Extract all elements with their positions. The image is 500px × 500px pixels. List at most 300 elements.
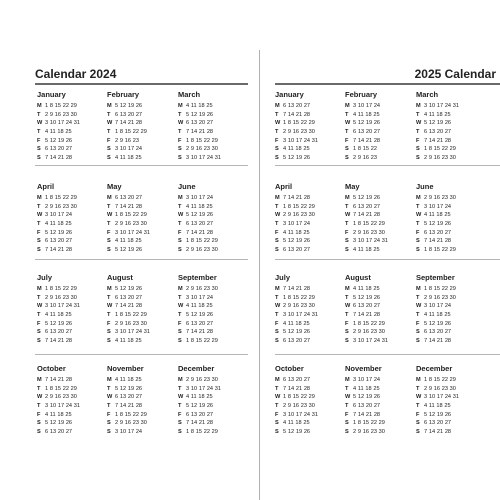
day-letter: T	[345, 111, 349, 118]
week-row	[275, 145, 341, 154]
date-row: 3 10 17 24 31	[115, 229, 151, 236]
week-row	[37, 154, 103, 163]
week-row	[345, 128, 411, 137]
week-row	[178, 145, 244, 154]
date-row: 1 8 15 22 29	[424, 377, 456, 383]
day-letter: F	[416, 411, 420, 418]
date-row: 5 12 19 26	[186, 403, 214, 410]
date-row: 7 14 21 28	[424, 137, 452, 144]
date-row: 1 8 15 22 29	[45, 286, 77, 292]
day-letter: T	[416, 403, 420, 410]
month-name: October	[37, 364, 66, 373]
day-letter: S	[275, 338, 279, 345]
day-letter: F	[37, 229, 41, 236]
date-row: 3 10 17 24 31	[45, 403, 81, 410]
week-row	[275, 402, 341, 411]
day-letter: T	[275, 403, 279, 410]
day-letter: T	[107, 403, 111, 410]
date-row: 4 11 18 25	[45, 221, 72, 228]
day-letter: S	[178, 429, 182, 436]
date-row: 6 13 20 27	[45, 329, 73, 336]
day-letter: T	[416, 385, 420, 392]
day-letter: S	[345, 329, 349, 336]
day-letter: S	[107, 338, 111, 345]
week-row	[416, 111, 482, 120]
week-row	[345, 419, 411, 428]
week-row	[345, 111, 411, 120]
week-row	[107, 294, 173, 303]
day-letter: T	[416, 129, 420, 136]
date-row: 4 11 18 25	[115, 155, 142, 162]
week-row	[178, 211, 244, 220]
day-letter: T	[37, 129, 41, 136]
month-name: April	[37, 182, 55, 191]
day-letter: F	[37, 137, 41, 144]
date-row: 7 14 21 28	[283, 111, 311, 118]
day-letter: S	[275, 238, 279, 245]
date-row: 1 8 15 22 29	[186, 137, 218, 144]
month-name: July	[275, 273, 291, 282]
date-row: 4 11 18 25	[353, 286, 380, 292]
date-row: 4 11 18 25	[424, 403, 451, 410]
date-row: 1 8 15 22 29	[115, 212, 147, 219]
date-row: 1 8 15 22 29	[353, 420, 385, 427]
date-row: 1 8 15 22 29	[115, 312, 147, 319]
day-letter: S	[178, 238, 182, 245]
date-row: 7 14 21 28	[45, 338, 73, 345]
day-letter: M	[275, 103, 280, 109]
date-row: 3 10 17 24	[186, 195, 214, 201]
week-row	[345, 145, 411, 154]
date-row: 1 8 15 22 29	[186, 429, 218, 436]
date-row: 4 11 18 25	[186, 394, 213, 401]
week-row	[37, 328, 103, 337]
date-row: 4 11 18 25	[283, 229, 310, 236]
date-row: 4 11 18 25	[283, 320, 310, 327]
date-row: 1 8 15 22 29	[424, 247, 456, 254]
week-row	[107, 229, 173, 238]
week-row	[345, 337, 411, 346]
day-letter: T	[345, 312, 349, 319]
month-name: August	[345, 273, 371, 282]
week-row	[275, 311, 341, 320]
date-row: 5 12 19 26	[115, 286, 143, 292]
week-row	[275, 111, 341, 120]
date-row: 2 9 16 23 30	[45, 294, 77, 301]
week-row	[37, 385, 103, 394]
date-row: 4 11 18 25	[186, 303, 213, 310]
day-letter: S	[416, 146, 420, 153]
divider	[35, 259, 248, 260]
week-row	[107, 393, 173, 402]
date-row: 4 11 18 25	[283, 146, 310, 153]
date-row: 4 11 18 25	[353, 247, 380, 254]
day-letter: M	[416, 195, 421, 201]
month-block	[107, 364, 173, 437]
day-letter: T	[275, 385, 279, 392]
month-name: May	[345, 182, 360, 191]
day-letter: M	[178, 103, 183, 109]
month-block	[345, 273, 411, 346]
week-row	[345, 237, 411, 246]
week-row	[178, 194, 244, 203]
date-row: 3 10 17 24 31	[45, 120, 81, 127]
day-letter: M	[37, 377, 42, 383]
date-row: 6 13 20 27	[186, 120, 214, 127]
date-row: 1 8 15 22 29	[115, 129, 147, 136]
day-letter: S	[275, 155, 279, 162]
week-row	[178, 302, 244, 311]
date-row: 3 10 17 24	[45, 212, 73, 219]
date-row: 1 8 15 22 29	[424, 286, 456, 292]
day-letter: S	[178, 247, 182, 254]
week-row	[416, 376, 482, 385]
week-row	[345, 320, 411, 329]
week-row	[275, 154, 341, 163]
day-letter: T	[178, 312, 182, 319]
day-letter: S	[416, 155, 420, 162]
month-name: February	[107, 90, 140, 99]
week-row	[416, 102, 482, 111]
week-row	[178, 220, 244, 229]
week-row	[416, 337, 482, 346]
day-letter: T	[416, 203, 420, 210]
date-row: 2 9 16 23 30	[45, 111, 77, 118]
date-row: 5 12 19 26	[353, 394, 381, 401]
week-row	[37, 428, 103, 437]
day-letter: T	[107, 294, 111, 301]
date-row: 5 12 19 26	[353, 120, 381, 127]
date-row: 1 8 15 22 29	[283, 120, 315, 127]
week-row	[275, 294, 341, 303]
week-row	[178, 294, 244, 303]
week-row	[345, 119, 411, 128]
date-row: 2 9 16 23 30	[353, 229, 385, 236]
day-letter: F	[178, 411, 182, 418]
week-row	[107, 376, 173, 385]
date-row: 2 9 16 23	[353, 155, 377, 162]
day-letter: T	[345, 203, 349, 210]
week-row	[107, 337, 173, 346]
week-row	[178, 428, 244, 437]
day-letter: M	[37, 103, 42, 109]
week-row	[345, 385, 411, 394]
week-row	[345, 402, 411, 411]
month-name: April	[275, 182, 293, 191]
date-row: 1 8 15 22 29	[353, 320, 385, 327]
date-row: 7 14 21 28	[45, 155, 73, 162]
date-row: 4 11 18 25	[115, 377, 142, 383]
day-letter: S	[178, 338, 182, 345]
week-row	[37, 102, 103, 111]
day-letter: T	[275, 312, 279, 319]
day-letter: T	[37, 312, 41, 319]
week-row	[37, 229, 103, 238]
date-row: 4 11 18 25	[115, 338, 142, 345]
day-letter: T	[178, 385, 182, 392]
week-row	[107, 246, 173, 255]
day-letter: F	[275, 137, 279, 144]
title-rule	[275, 83, 500, 85]
day-letter: S	[37, 155, 41, 162]
day-letter: S	[275, 420, 279, 427]
date-row: 5 12 19 26	[45, 137, 73, 144]
day-letter: W	[275, 212, 281, 219]
date-row: 5 12 19 26	[45, 229, 73, 236]
day-letter: F	[107, 411, 111, 418]
week-row	[275, 320, 341, 329]
date-row: 5 12 19 26	[115, 247, 143, 254]
day-letter: T	[416, 111, 420, 118]
week-row	[416, 154, 482, 163]
date-row: 4 11 18 25	[424, 111, 451, 118]
date-row: 1 8 15 22 29	[283, 394, 315, 401]
week-row	[416, 402, 482, 411]
day-letter: T	[416, 294, 420, 301]
month-name: June	[416, 182, 434, 191]
date-row: 7 14 21 28	[115, 403, 143, 410]
day-letter: T	[107, 221, 111, 228]
week-row	[275, 376, 341, 385]
date-row: 3 10 17 24	[115, 429, 143, 436]
date-row: 6 13 20 27	[424, 129, 452, 136]
date-row: 2 9 16 23 30	[186, 146, 218, 153]
date-row: 5 12 19 26	[115, 385, 143, 392]
day-letter: S	[107, 420, 111, 427]
date-row: 1 8 15 22 29	[353, 221, 385, 228]
date-row: 7 14 21 28	[186, 229, 214, 236]
date-row: 6 13 20 27	[424, 329, 452, 336]
week-row	[107, 137, 173, 146]
week-row	[37, 203, 103, 212]
week-row	[107, 211, 173, 220]
week-row	[178, 393, 244, 402]
week-row	[37, 246, 103, 255]
week-row	[275, 393, 341, 402]
week-row	[178, 119, 244, 128]
month-block	[416, 364, 482, 437]
date-row: 4 11 18 25	[424, 212, 451, 219]
day-letter: W	[416, 303, 422, 310]
week-row	[345, 194, 411, 203]
date-row: 2 9 16 23 30	[186, 247, 218, 254]
date-row: 3 10 17 24 31	[186, 155, 222, 162]
week-row	[107, 419, 173, 428]
week-row	[416, 128, 482, 137]
day-letter: S	[345, 429, 349, 436]
week-row	[107, 428, 173, 437]
week-row	[178, 102, 244, 111]
day-letter: M	[345, 195, 350, 201]
day-letter: F	[178, 320, 182, 327]
week-row	[37, 402, 103, 411]
date-row: 2 9 16 23 30	[115, 221, 147, 228]
week-row	[178, 311, 244, 320]
week-row	[107, 102, 173, 111]
date-row: 3 10 17 24 31	[353, 338, 389, 345]
day-letter: W	[345, 212, 351, 219]
week-row	[416, 320, 482, 329]
title-rule	[35, 83, 248, 85]
date-row: 6 13 20 27	[45, 238, 73, 245]
day-letter: S	[37, 429, 41, 436]
week-row	[275, 246, 341, 255]
day-letter: F	[345, 137, 349, 144]
day-letter: W	[107, 120, 113, 127]
date-row: 6 13 20 27	[45, 146, 73, 153]
date-row: 5 12 19 26	[424, 411, 452, 418]
day-letter: F	[416, 320, 420, 327]
date-row: 6 13 20 27	[115, 111, 143, 118]
day-letter: T	[178, 111, 182, 118]
week-row	[275, 328, 341, 337]
week-row	[345, 137, 411, 146]
date-row: 5 12 19 26	[186, 111, 214, 118]
month-name: July	[37, 273, 53, 282]
day-letter: W	[178, 394, 184, 401]
date-row: 5 12 19 26	[353, 294, 381, 301]
day-letter: W	[345, 394, 351, 401]
week-row	[107, 385, 173, 394]
date-row: 2 9 16 23 30	[115, 320, 147, 327]
week-row	[107, 154, 173, 163]
date-row: 4 11 18 25	[186, 203, 213, 210]
week-row	[345, 220, 411, 229]
week-row	[107, 194, 173, 203]
week-row	[178, 229, 244, 238]
date-row: 1 8 15 22 29	[186, 338, 218, 345]
week-row	[178, 137, 244, 146]
week-row	[275, 419, 341, 428]
week-row	[37, 393, 103, 402]
day-letter: W	[37, 120, 43, 127]
week-row	[178, 111, 244, 120]
week-row	[275, 211, 341, 220]
week-row	[416, 246, 482, 255]
week-row	[178, 376, 244, 385]
month-block	[416, 182, 482, 255]
date-row: 2 9 16 23 30	[424, 195, 456, 201]
week-row	[345, 428, 411, 437]
day-letter: S	[37, 238, 41, 245]
day-letter: W	[345, 120, 351, 127]
week-row	[345, 102, 411, 111]
month-name: December	[416, 364, 453, 373]
day-letter: T	[275, 111, 279, 118]
week-row	[345, 328, 411, 337]
week-row	[416, 294, 482, 303]
date-row: 1 8 15 22 29	[186, 238, 218, 245]
date-row: 7 14 21 28	[186, 129, 214, 136]
day-letter: W	[178, 303, 184, 310]
week-row	[178, 411, 244, 420]
week-row	[345, 302, 411, 311]
week-row	[416, 203, 482, 212]
week-row	[107, 285, 173, 294]
day-letter: W	[37, 394, 43, 401]
date-row: 6 13 20 27	[186, 320, 214, 327]
week-row	[37, 211, 103, 220]
date-row: 2 9 16 23	[115, 137, 139, 144]
divider	[275, 354, 500, 355]
week-row	[37, 302, 103, 311]
month-name: November	[107, 364, 144, 373]
day-letter: W	[37, 212, 43, 219]
month-block	[416, 273, 482, 346]
week-row	[37, 419, 103, 428]
day-letter: S	[37, 420, 41, 427]
date-row: 1 8 15 22 29	[45, 195, 77, 201]
day-letter: M	[275, 377, 280, 383]
week-row	[37, 320, 103, 329]
week-row	[416, 393, 482, 402]
week-row	[107, 237, 173, 246]
month-block	[275, 273, 341, 346]
date-row: 6 13 20 27	[353, 303, 381, 310]
week-row	[178, 328, 244, 337]
date-row: 5 12 19 26	[353, 195, 381, 201]
date-row: 6 13 20 27	[115, 294, 143, 301]
day-letter: M	[37, 286, 42, 292]
day-letter: T	[178, 129, 182, 136]
week-row	[37, 220, 103, 229]
date-row: 4 11 18 25	[45, 411, 72, 418]
month-block	[275, 182, 341, 255]
day-letter: T	[37, 294, 41, 301]
day-letter: M	[178, 286, 183, 292]
date-row: 3 10 17 24 31	[424, 103, 460, 109]
date-row: 3 10 17 24	[353, 377, 381, 383]
date-row: 6 13 20 27	[186, 411, 214, 418]
week-row	[178, 385, 244, 394]
day-letter: T	[107, 312, 111, 319]
day-letter: S	[416, 238, 420, 245]
day-letter: M	[416, 103, 421, 109]
date-row: 7 14 21 28	[353, 212, 381, 219]
day-letter: M	[416, 377, 421, 383]
week-row	[275, 137, 341, 146]
day-letter: T	[345, 385, 349, 392]
day-letter: F	[107, 320, 111, 327]
week-row	[345, 154, 411, 163]
date-row: 6 13 20 27	[115, 195, 143, 201]
date-row: 2 9 16 23 30	[424, 294, 456, 301]
week-row	[37, 311, 103, 320]
week-row	[37, 237, 103, 246]
date-row: 7 14 21 28	[424, 338, 452, 345]
week-row	[107, 145, 173, 154]
day-letter: S	[178, 329, 182, 336]
week-row	[416, 411, 482, 420]
week-row	[416, 385, 482, 394]
week-row	[345, 376, 411, 385]
day-letter: W	[107, 212, 113, 219]
day-letter: S	[107, 329, 111, 336]
day-letter: F	[37, 411, 41, 418]
date-row: 7 14 21 28	[186, 420, 214, 427]
date-row: 1 8 15 22 29	[424, 146, 456, 153]
date-row: 2 9 16 23 30	[353, 329, 385, 336]
month-block	[345, 364, 411, 437]
date-row: 2 9 16 23 30	[283, 129, 315, 136]
week-row	[178, 337, 244, 346]
divider	[275, 259, 500, 260]
date-row: 2 9 16 23 30	[115, 420, 147, 427]
day-letter: M	[107, 377, 112, 383]
day-letter: W	[345, 303, 351, 310]
date-row: 3 10 17 24	[115, 146, 143, 153]
day-letter: M	[345, 103, 350, 109]
